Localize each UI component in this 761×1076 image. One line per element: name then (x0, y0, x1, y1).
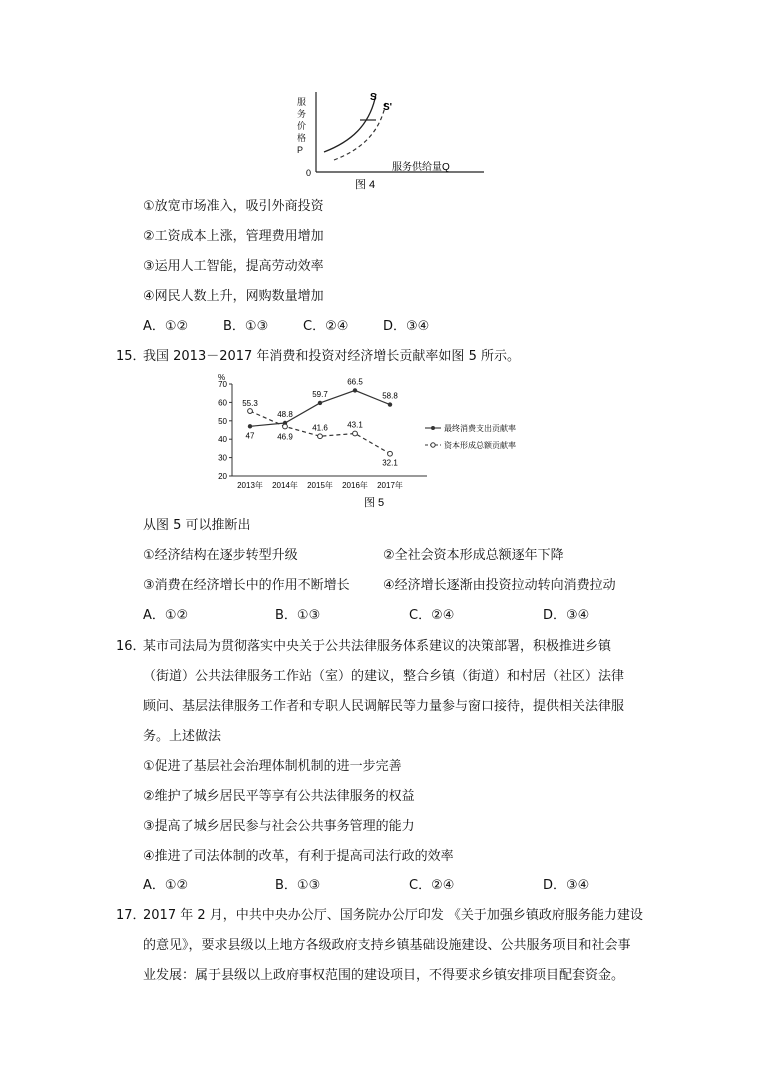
y-tick-label: 40 (218, 435, 227, 445)
data-point (388, 451, 393, 456)
figure-4 (280, 86, 490, 196)
q16-answer-d: D．③④ (543, 878, 590, 893)
legend-marker (431, 443, 435, 447)
q15-option-4: ④经济增长逐渐由投资拉动转向消费拉动 (383, 578, 616, 593)
data-label: 58.8 (382, 391, 398, 401)
q15-answer-c: C．②④ (409, 608, 455, 623)
q15-option-2: ②全社会资本形成总额逐年下降 (383, 548, 564, 563)
fig4-y-char: 务 (297, 109, 307, 119)
q16-stem-line: 顾问、基层法律服务工作者和专职人民调解民等力量参与窗口接待，提供相关法律服 (143, 699, 625, 714)
data-label: 41.6 (312, 423, 328, 433)
fig4-y-char: P (297, 145, 304, 155)
data-point (388, 402, 392, 406)
q15-answer-d: D．③④ (543, 608, 590, 623)
q16-option-1: ①促进了基层社会治理体制机制的进一步完善 (143, 759, 402, 774)
data-label: 47 (245, 431, 255, 441)
data-point (353, 388, 357, 392)
q17-stem-line: 2017 年 2 月，中共中央办公厅、国务院办公厅印发 《关于加强乡镇政府服务能力建设 (143, 908, 643, 923)
q14-answer-c: C．②④ (303, 319, 349, 334)
data-label: 55.3 (242, 399, 258, 409)
y-tick-label: 20 (218, 472, 227, 481)
q17-stem-line: 业发展：属于县级以上政府事权范围的建设项目，不得要求乡镇安排项目配套资金。 (143, 968, 625, 983)
q16-answer-c: C．②④ (409, 878, 455, 893)
q15-stem: 我国 2013－2017 年消费和投资对经济增长贡献率如图 5 所示。 (143, 349, 520, 364)
fig4-y-char: 格 (297, 133, 307, 143)
data-point (353, 431, 358, 436)
x-tick-label: 2014年 (272, 481, 298, 490)
x-tick-label: 2013年 (237, 481, 263, 490)
chart-y-unit: % (218, 373, 226, 382)
legend-marker (431, 426, 435, 430)
fig4-origin: 0 (306, 168, 312, 178)
q16-answer-a: A．①② (143, 878, 189, 893)
data-label: 32.1 (382, 458, 398, 468)
x-tick-label: 2015年 (307, 481, 333, 490)
q15-number: 15． (116, 349, 146, 364)
q14-option-3: ③运用人工智能，提高劳动效率 (143, 259, 324, 274)
data-point (248, 424, 252, 428)
fig4-y-label (297, 96, 309, 156)
x-tick-label: 2016年 (342, 481, 368, 490)
q16-stem-line: 务。上述做法 (143, 729, 222, 744)
fig4-caption: 图 4 (355, 179, 376, 191)
q16-option-2: ②维护了城乡居民平等享有公共法律服务的权益 (143, 789, 415, 804)
series-line-capital (250, 411, 390, 454)
fig4-s-label: S (370, 92, 377, 103)
q16-stem-line: （街道）公共法律服务工作站（室）的建议，整合乡镇（街道）和村居（社区）法律 (143, 669, 625, 684)
q14-option-4: ④网民人数上升，网购数量增加 (143, 289, 324, 304)
q17-number: 17． (116, 908, 146, 923)
q15-option-3: ③消费在经济增长中的作用不断增长 (143, 578, 350, 593)
fig4-curve-s (324, 94, 376, 152)
q14-option-2: ②工资成本上涨，管理费用增加 (143, 229, 324, 244)
q15-answer-b: B．①③ (275, 608, 321, 623)
q16-option-4: ④推进了司法体制的改革，有利于提高司法行政的效率 (143, 849, 454, 864)
q17-stem-line: 的意见》，要求县级以上地方各级政府支持乡镇基础设施建设、公共服务项目和社会事 (143, 938, 631, 953)
q15-infer: 从图 5 可以推断出 (143, 518, 251, 533)
q14-answer-a: A．①② (143, 319, 189, 334)
y-tick-label: 30 (218, 453, 227, 463)
fig5-caption: 图 5 (364, 497, 385, 509)
fig4-y-char: 价 (297, 121, 307, 131)
data-point (283, 424, 288, 429)
data-point (248, 409, 253, 414)
y-tick-label: 50 (218, 416, 227, 426)
figure-5-chart (212, 368, 542, 513)
data-label: 66.5 (347, 377, 363, 387)
fig4-y-char: 服 (297, 97, 307, 107)
legend-label: 资本形成总额贡献率 (444, 441, 516, 450)
data-label: 48.8 (277, 410, 293, 420)
legend-label: 最终消费支出贡献率 (444, 424, 516, 433)
q16-stem-line: 某市司法局为贯彻落实中央关于公共法律服务体系建议的决策部署，积极推进乡镇 (143, 639, 612, 654)
fig4-s-prime-label: S' (383, 102, 393, 113)
data-point (318, 401, 322, 405)
q15-option-1: ①经济结构在逐步转型升级 (143, 548, 298, 563)
y-tick-label: 60 (218, 398, 227, 408)
q16-answer-b: B．①③ (275, 878, 321, 893)
q14-answer-d: D．③④ (383, 319, 430, 334)
fig4-x-label: 服务供给量Q (392, 162, 450, 173)
data-label: 43.1 (347, 420, 363, 430)
q16-number: 16． (116, 639, 146, 654)
y-tick-label: 70 (218, 380, 227, 389)
q15-answer-a: A．①② (143, 608, 189, 623)
x-tick-label: 2017年 (377, 481, 403, 490)
q14-option-1: ①放宽市场准入，吸引外商投资 (143, 199, 324, 214)
data-label: 46.9 (277, 432, 293, 442)
q16-option-3: ③提高了城乡居民参与社会公共事务管理的能力 (143, 819, 415, 834)
fig4-curve-s-prime (334, 102, 386, 160)
q14-answer-b: B．①③ (223, 319, 269, 334)
data-point (318, 434, 323, 439)
data-label: 59.7 (312, 389, 328, 399)
